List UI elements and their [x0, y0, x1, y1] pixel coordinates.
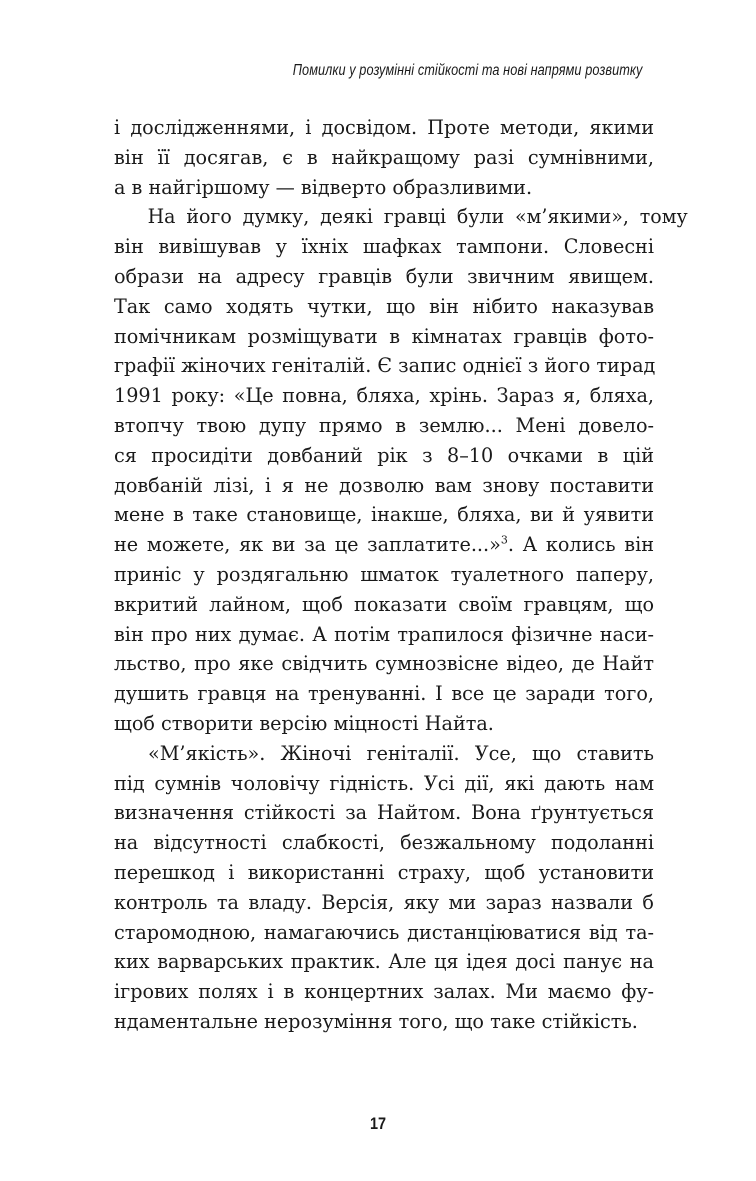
- text-line: «М’якість». Жіночі геніталії. Усе, що ставить: [148, 741, 654, 765]
- text-line: графії жіночих геніталій. Є запис однієї з його тирад: [114, 354, 656, 378]
- text-line: помічникам розміщувати в кімнатах гравців фото-: [114, 324, 654, 348]
- body-text: [114, 113, 688, 1037]
- page-number: 17: [369, 1114, 387, 1133]
- text-line: Так само ходять чутки, що він нібито наказував: [114, 294, 654, 318]
- text-line: а в найгіршому — відверто образливими.: [114, 175, 533, 199]
- footnote-reference[interactable]: 3: [500, 533, 508, 547]
- running-head-title: Помилки у розумінні стійкості та нові напрями розвитку: [292, 62, 642, 79]
- text-line: льство, про яке свідчить сумнозвісне відео, де Найт: [114, 652, 654, 676]
- text-line: образи на адресу гравців були звичним явищем.: [114, 264, 654, 288]
- text-line: щоб створити версію міцності Найта.: [114, 711, 494, 735]
- text-line: він її досягав, є в найкращому разі сумнівними,: [114, 145, 654, 169]
- text-line: душить гравця на тренуванні. І все це заради того,: [114, 682, 654, 706]
- text-line-tail: . А колись він: [507, 533, 654, 557]
- text-line: довбаній лізі, і я не дозволю вам знову поставити: [114, 473, 654, 497]
- text-line-with-footnote: [114, 530, 654, 560]
- text-line: він вивішував у їхніх шафках тампони. Словесні: [114, 235, 654, 259]
- text-line: під сумнів чоловічу гідність. Усі дії, які дають нам: [114, 771, 654, 795]
- text-line: ких варварських практик. Але ця ідея досі панує на: [114, 950, 654, 974]
- text-line: На його думку, деякі гравці були «м’якими», тому: [147, 205, 688, 229]
- text-line: ся просидіти довбаний рік з 8–10 очками в цій: [114, 443, 654, 467]
- text-line: на відсутності слабкості, безжальному подоланні: [114, 831, 654, 855]
- text-line: перешкод і використанні страху, щоб установити: [114, 860, 654, 884]
- text-line-head: не можете, як ви за це заплатите...»: [114, 533, 501, 557]
- text-line: втопчу твою дупу прямо в землю... Мені довело-: [114, 413, 654, 437]
- text-line: 1991 року: «Це повна, бляха, хрінь. Зараз я, бляха,: [114, 384, 654, 408]
- text-line: і дослідженнями, і досвідом. Проте методи, якими: [114, 116, 654, 139]
- text-line: мене в таке становище, інакше, бляха, ви й уявити: [114, 503, 654, 527]
- text-line: визначення стійкості за Найтом. Вона ґрунтується: [114, 801, 654, 825]
- text-line: контроль та владу. Версія, яку ми зараз назвали б: [114, 890, 654, 914]
- text-line: приніс у роздягальню шматок туалетного паперу,: [114, 562, 654, 586]
- text-line: ндаментальне нерозуміння того, що таке стійкість.: [114, 1009, 638, 1033]
- text-line: вкритий лайном, щоб показати своїм гравцям, що: [114, 592, 654, 616]
- text-line: ігрових полях і в концертних залах. Ми маємо фу-: [114, 980, 654, 1004]
- text-line: старомодною, намагаючись дистанціюватися від та-: [114, 920, 654, 944]
- text-line: він про них думає. А потім трапилося фізичне наси-: [114, 622, 654, 646]
